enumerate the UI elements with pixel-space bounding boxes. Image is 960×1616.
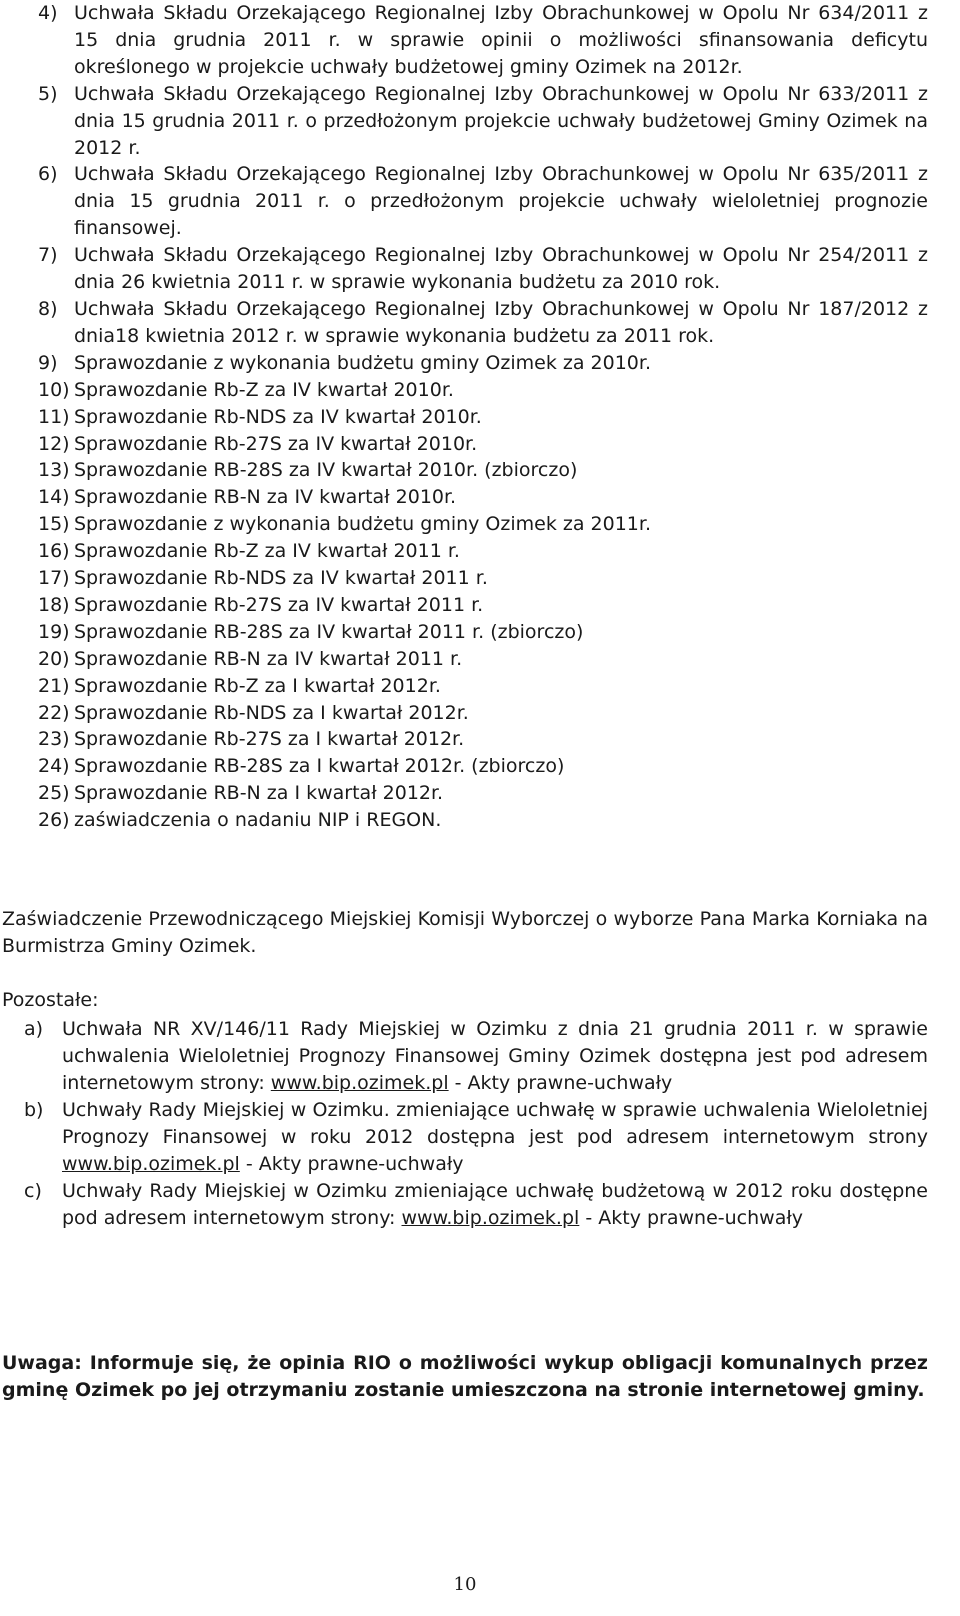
list-item: 4) Uchwała Składu Orzekającego Regionalnej Izby Obrachunkowej w Opolu Nr 634/2011 z 15 dnia grudnia 2011 r. w sprawie opinii o możliwości sfinansowania deficytu określonego w projekcie uchwały budżetowej gminy Ozimek na 2012r. xyxy=(38,2,928,78)
list-item: 19) Sprawozdanie RB-28S za IV kwartał 2011 r. (zbiorczo) xyxy=(38,620,584,643)
list-item: 24) Sprawozdanie RB-28S za I kwartał 2012r. (zbiorczo) xyxy=(38,755,565,778)
other-heading: Pozostałe: xyxy=(2,989,99,1011)
list-item: 22) Sprawozdanie Rb-NDS za I kwartał 2012r. xyxy=(38,701,469,724)
bip-link[interactable]: www.bip.ozimek.pl xyxy=(62,1153,240,1175)
list-item: 7) Uchwała Składu Orzekającego Regionalnej Izby Obrachunkowej w Opolu Nr 254/2011 z dnia 26 kwietnia 2011 r. w sprawie wykonania budżetu za 2010 rok. xyxy=(38,244,928,294)
notice-paragraph: Uwaga: Informuje się, że opinia RIO o możliwości wykup obligacji komunalnych przez gminę Ozimek po jej otrzymaniu zostanie umieszczona na stronie internetowej gminy. xyxy=(2,1352,928,1401)
certificate-paragraph: Zaświadczenie Przewodniczącego Miejskiej Komisji Wyborczej o wyborze Pana Marka Korniaka na Burmistrza Gminy Ozimek. xyxy=(2,908,928,957)
list-item: 8) Uchwała Składu Orzekającego Regionalnej Izby Obrachunkowej w Opolu Nr 187/2012 z dnia18 kwietnia 2012 r. w sprawie wykonania budżetu za 2011 rok. xyxy=(38,297,928,347)
list-item: 26) zaświadczenia o nadaniu NIP i REGON. xyxy=(38,809,442,832)
page-number: 10 xyxy=(453,1574,477,1595)
list-item: 20) Sprawozdanie RB-N za IV kwartał 2011 r. xyxy=(38,647,463,670)
list-item-a: a) Uchwała NR XV/146/11 Rady Miejskiej w Ozimku z dnia 21 grudnia 2011 r. w sprawie uchwalenia Wieloletniej Prognozy Finansowej Gminy Ozimek dostępna jest pod adresem internetowym strony: www.bip.ozimek.pl - Akty prawne-uchwały xyxy=(24,1018,928,1094)
other-documents-list xyxy=(24,1016,928,1232)
bip-link[interactable]: www.bip.ozimek.pl xyxy=(401,1207,580,1229)
list-item: 9) Sprawozdanie z wykonania budżetu gminy Ozimek za 2010r. xyxy=(38,351,651,374)
list-item: 16) Sprawozdanie Rb-Z za IV kwartał 2011 r. xyxy=(38,540,460,563)
list-item: 6) Uchwała Składu Orzekającego Regionalnej Izby Obrachunkowej w Opolu Nr 635/2011 z dnia 15 grudnia 2011 r. o przedłożonym projekcie uchwały wieloletniej prognozie finansowej. xyxy=(38,163,928,240)
list-item: 23) Sprawozdanie Rb-27S za I kwartał 2012r. xyxy=(38,728,465,751)
list-item: 14) Sprawozdanie RB-N za IV kwartał 2010r. xyxy=(38,486,457,509)
list-item: 12) Sprawozdanie Rb-27S za IV kwartał 2010r. xyxy=(38,432,478,455)
bip-link[interactable]: www.bip.ozimek.pl xyxy=(270,1072,449,1094)
list-item: 13) Sprawozdanie RB-28S za IV kwartał 2010r. (zbiorczo) xyxy=(38,459,578,482)
list-item: 10) Sprawozdanie Rb-Z za IV kwartał 2010r. xyxy=(38,378,454,401)
list-item: 11) Sprawozdanie Rb-NDS za IV kwartał 2010r. xyxy=(38,405,482,428)
attachments-list xyxy=(38,0,928,834)
list-item: 21) Sprawozdanie Rb-Z za I kwartał 2012r. xyxy=(38,674,441,697)
list-item: 25) Sprawozdanie RB-N za I kwartał 2012r. xyxy=(38,782,444,805)
list-item-c: c) Uchwały Rady Miejskiej w Ozimku zmieniające uchwałę budżetową w 2012 roku dostępne pod adresem internetowym strony: www.bip.ozimek.pl - Akty prawne-uchwały xyxy=(24,1180,928,1229)
list-item: 17) Sprawozdanie Rb-NDS za IV kwartał 2011 r. xyxy=(38,567,488,590)
list-item-b: b) Uchwały Rady Miejskiej w Ozimku. zmieniające uchwałę w sprawie uchwalenia Wieloletniej Prognozy Finansowej w roku 2012 dostępna jest pod adresem internetowym strony www.bip.ozimek.pl - Akty prawne-uchwały xyxy=(24,1099,928,1175)
list-item: 18) Sprawozdanie Rb-27S za IV kwartał 2011 r. xyxy=(38,593,484,616)
list-item: 15) Sprawozdanie z wykonania budżetu gminy Ozimek za 2011r. xyxy=(38,513,651,536)
list-item: 5) Uchwała Składu Orzekającego Regionalnej Izby Obrachunkowej w Opolu Nr 633/2011 z dnia 15 grudnia 2011 r. o przedłożonym projekcie uchwały budżetowej Gminy Ozimek na 2012 r. xyxy=(38,82,928,159)
